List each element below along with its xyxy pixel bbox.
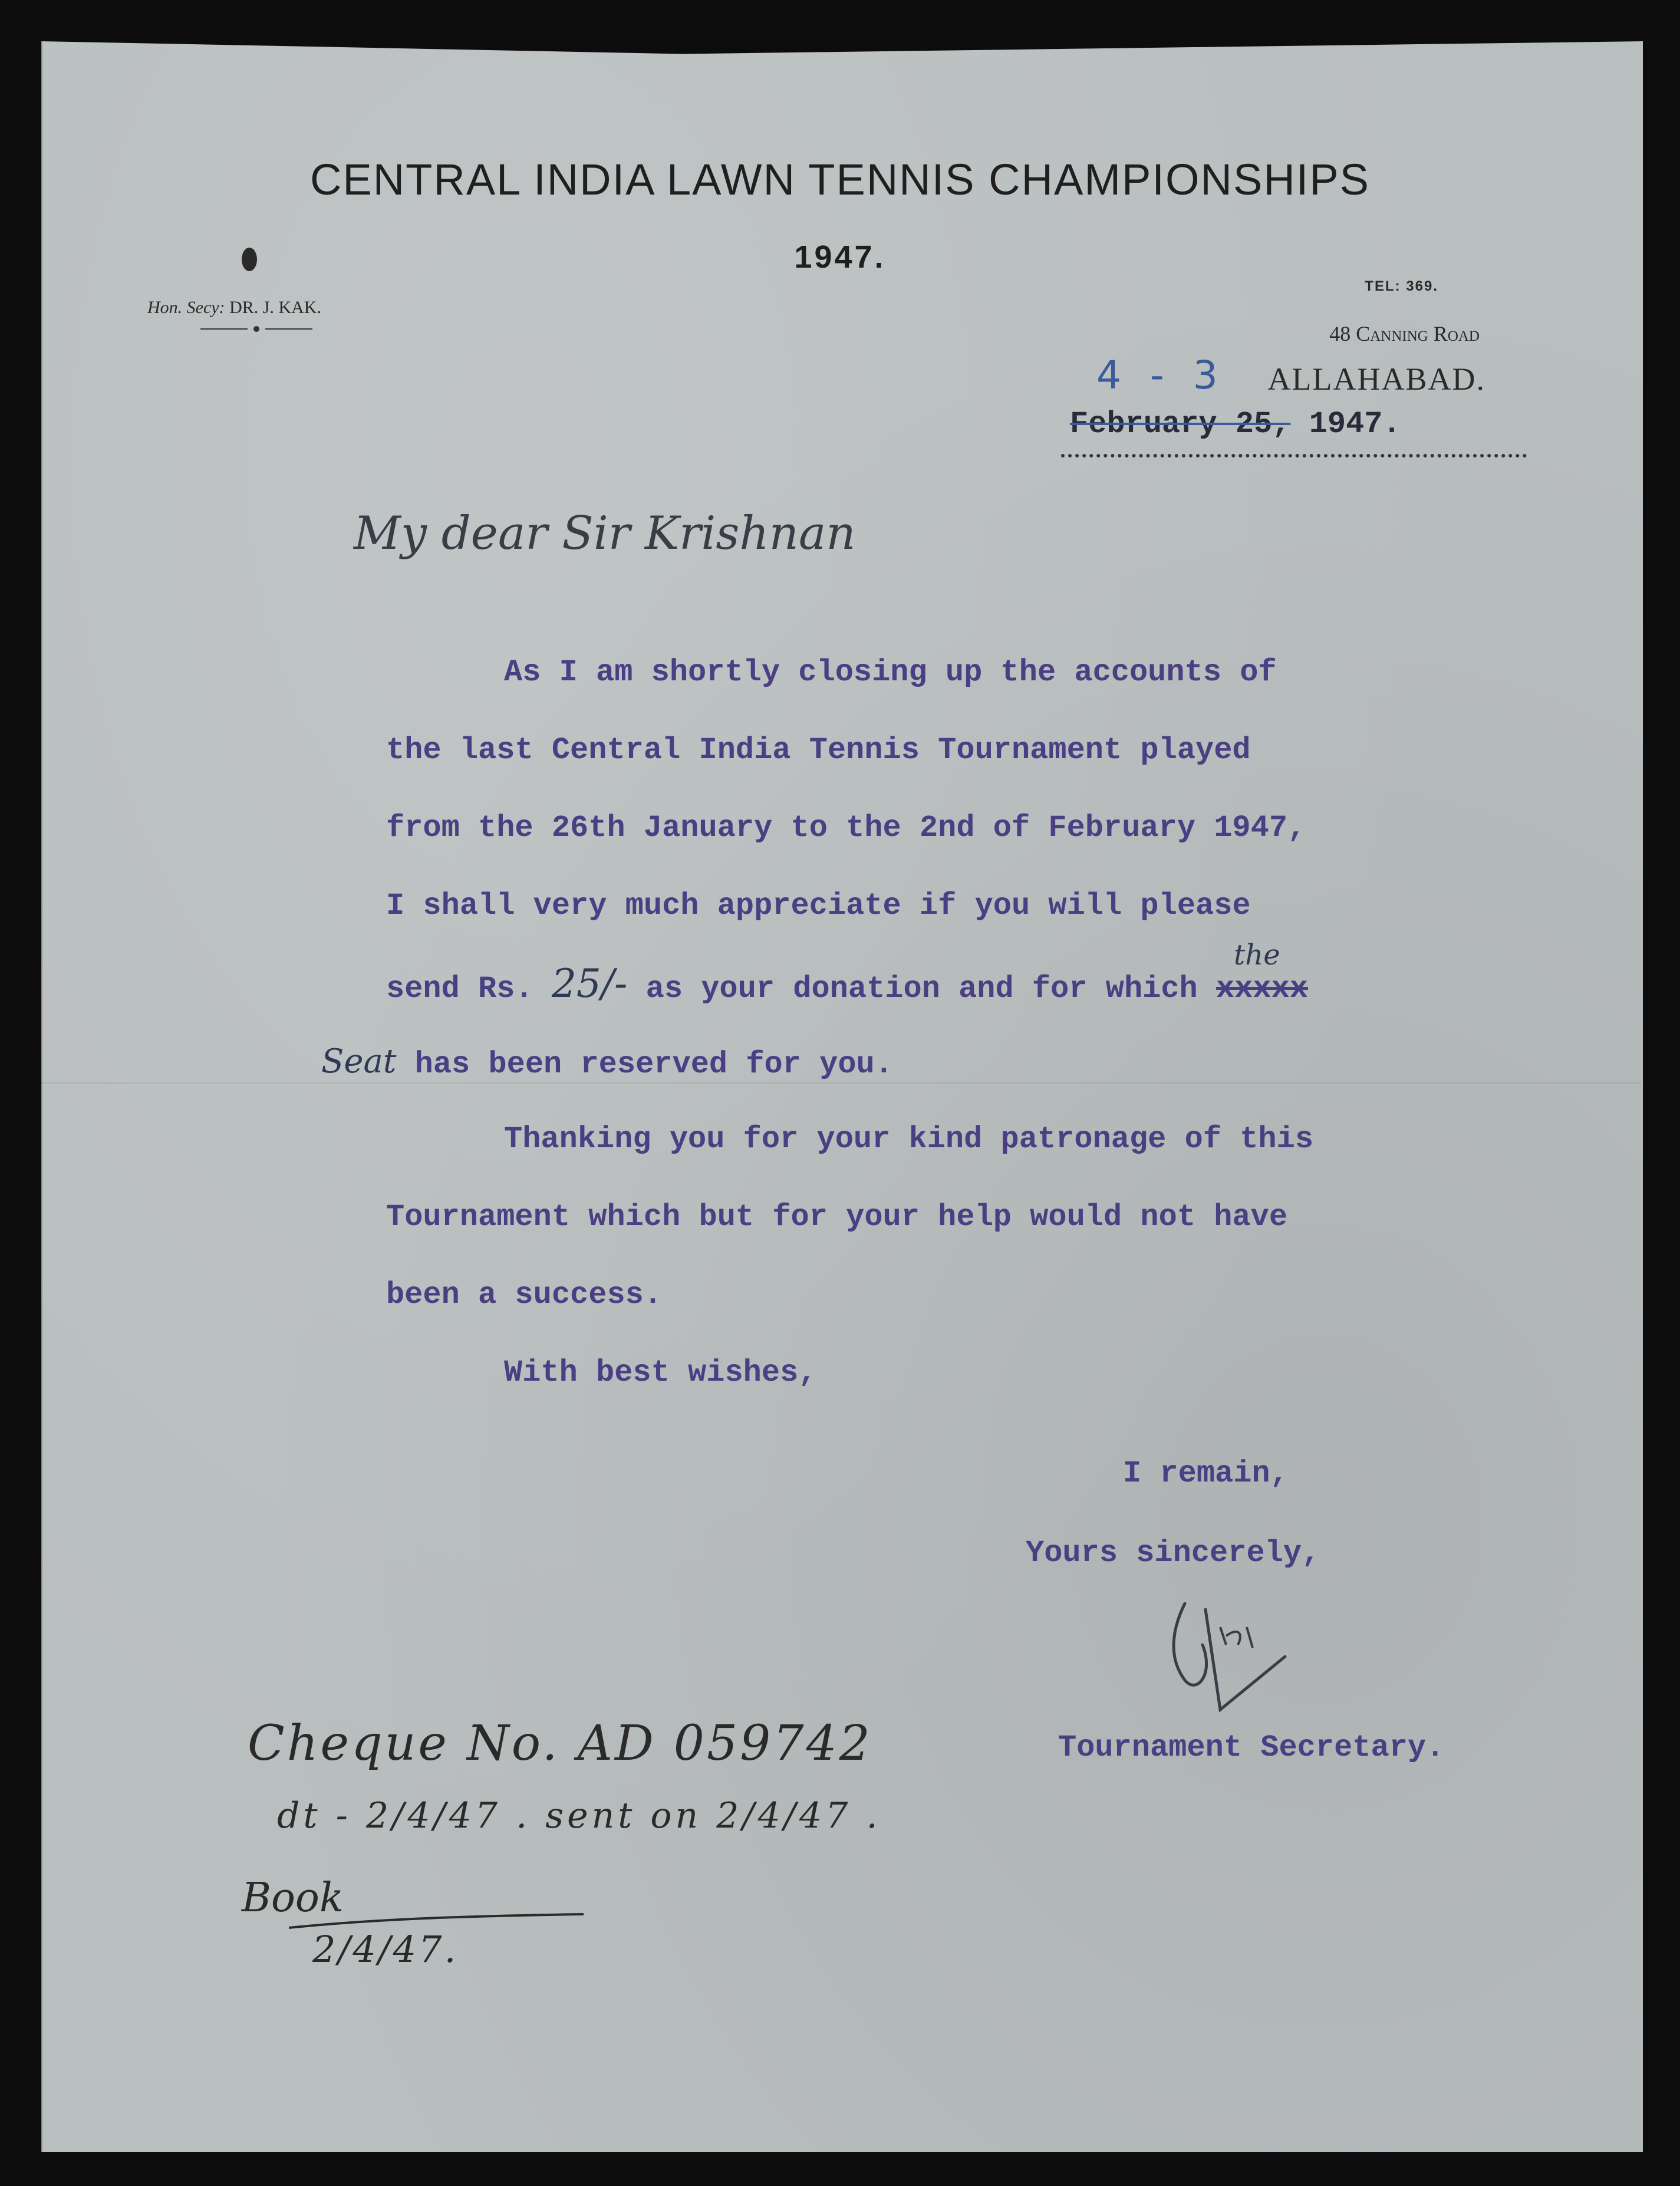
body-text-segment: send Rs.: [386, 972, 533, 1006]
closing-title: Tournament Secretary.: [1058, 1730, 1445, 1765]
body-text-segment: as your donation and for which: [645, 972, 1198, 1006]
city: ALLAHABAD.: [1267, 361, 1485, 397]
body-line: As I am shortly closing up the accounts of: [504, 655, 1277, 690]
handwritten-amount: 25/-: [551, 961, 628, 1006]
date-year: 1947.: [1309, 407, 1401, 442]
signature: [1149, 1592, 1326, 1745]
struck-word: xxxxx: [1215, 972, 1309, 1006]
closing-sincerely: Yours sincerely,: [1026, 1536, 1320, 1571]
body-line: from the 26th January to the 2nd of February 1947,: [386, 811, 1306, 845]
body-line: been a success.: [386, 1278, 663, 1312]
body-line: I shall very much appreciate if you will please: [386, 888, 1251, 923]
handwritten-date: 4 - 3: [1096, 353, 1226, 398]
letter-body: [321, 634, 1565, 1412]
struck-date: February 25,: [1070, 407, 1291, 442]
secretary-line: [147, 298, 321, 318]
secretary-name: DR. J. KAK.: [229, 298, 321, 317]
ornament-rule: [200, 323, 312, 335]
telephone: TEL: 369.: [1365, 278, 1438, 294]
annotation-dates: dt - 2/4/47 . sent on 2/4/47 .: [277, 1795, 881, 1836]
street-address: 48 Canning Road: [1329, 322, 1480, 345]
date-dotted-rule: [1061, 454, 1527, 457]
body-line: [386, 939, 1565, 1023]
letterhead-year: 1947.: [794, 239, 886, 275]
typed-date: [1070, 407, 1401, 442]
salutation: My dear Sir Krishnan: [354, 507, 856, 560]
body-line: Tournament which but for your help would not have: [386, 1200, 1288, 1234]
closing-remain: I remain,: [1123, 1456, 1289, 1491]
annotation-book-date: 2/4/47.: [312, 1928, 459, 1971]
body-line: [321, 1023, 1565, 1101]
body-line: Thanking you for your kind patronage of this: [504, 1122, 1314, 1157]
body-text-segment: has been reserved for you.: [414, 1047, 893, 1082]
body-line: the last Central India Tennis Tournament played: [386, 733, 1251, 768]
handwritten-insert: the: [1233, 939, 1280, 972]
annotation-cheque: Cheque No. AD 059742: [248, 1716, 872, 1772]
letterhead-title: CENTRAL INDIA LAWN TENNIS CHAMPIONSHIPS: [309, 155, 1371, 204]
secretary-label: Hon. Secy:: [147, 298, 225, 317]
annotation-book: Book: [242, 1875, 344, 1921]
body-line: With best wishes,: [504, 1355, 817, 1390]
handwritten-insert: Seat: [321, 1042, 397, 1081]
